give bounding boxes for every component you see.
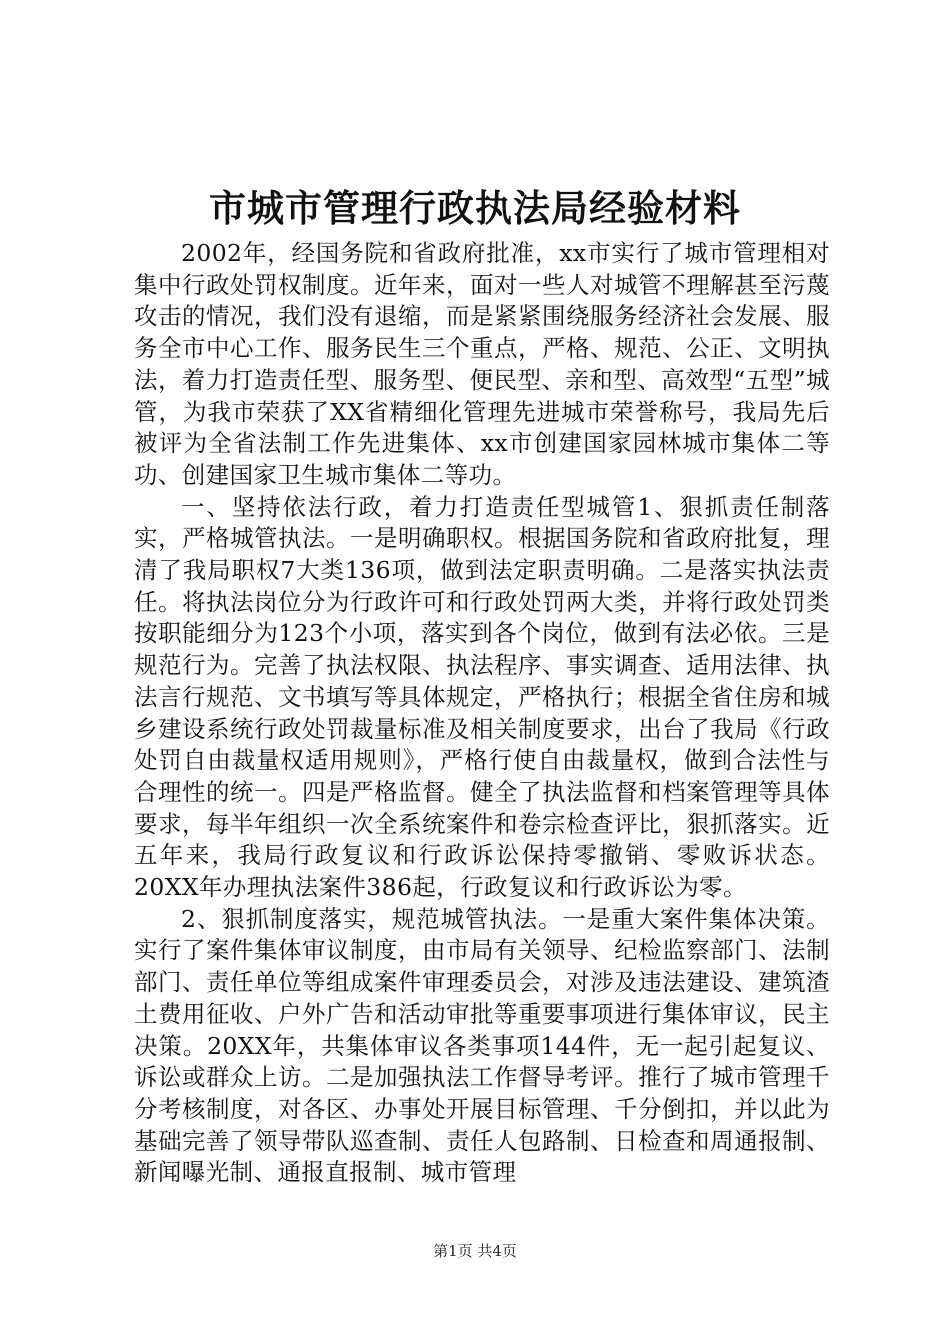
paragraph-intro: 2002年，经国务院和省政府批准，xx市实行了城市管理相对集中行政处罚权制度。近年来，面对一些人对城管不理解甚至污蔑攻击的情况，我们没有退缩，而是紧紧围绕服务经济社会发展、服务全市中心工作、服务民生三个重点，严格、规范、公正、文明执法，着力打造责任型、服务型、便民型、亲和型、高效型“五型”城管，为我市荣获了XX省精细化管理先进城市荣誉称号，我局先后被评为全省法制工作先进集体、xx市创建国家园林城市集体二等功、创建国家卫生城市集体二等功。 [134, 239, 830, 489]
paragraph-item-two: 2、狠抓制度落实，规范城管执法。一是重大案件集体决策。实行了案件集体审议制度，由市局有关领导、纪检监察部门、法制部门、责任单位等组成案件审理委员会，对涉及违法建设、建筑渣土费用征收、户外广告和活动审批等重要事项进行集体审议，民主决策。20XX年，共集体审议各类事项144件，无一起引起复议、诉讼或群众上访。二是加强执法工作督导考评。推行了城市管理千分考核制度，对各区、办事处开展目标管理、千分倒扣，并以此为基础完善了领导带队巡查制、责任人包路制、日检查和周通报制、新闻曝光制、通报直报制、城市管理 [134, 904, 830, 1187]
paragraph-section-one: 一、坚持依法行政，着力打造责任型城管1、狠抓责任制落实，严格城管执法。一是明确职权。根据国务院和省政府批复，理清了我局职权7大类136项，做到法定职责明确。二是落实执法责任。将执法岗位分为行政许可和行政处罚两大类，并将行政处罚类按职能细分为123个小项，落实到各个岗位，做到有法必依。三是规范行为。完善了执法权限、执法程序、事实调查、适用法律、执法言行规范、文书填写等具体规定，严格执行；根据全省住房和城乡建设系统行政处罚裁量标准及相关制度要求，出台了我局《行政处罚自由裁量权适用规则》，严格行使自由裁量权，做到合法性与合理性的统一。四是严格监督。健全了执法监督和档案管理等具体要求，每半年组织一次全系统案件和卷宗检查评比，狠抓落实。近五年来，我局行政复议和行政诉讼保持零撤销、零败诉状态。20XX年办理执法案件386起，行政复议和行政诉讼为零。 [134, 492, 830, 902]
document-body [134, 238, 830, 1189]
page-number-footer: 第1页 共4页 [433, 1242, 517, 1260]
document-title: 市城市管理行政执法局经验材料 [209, 186, 741, 230]
